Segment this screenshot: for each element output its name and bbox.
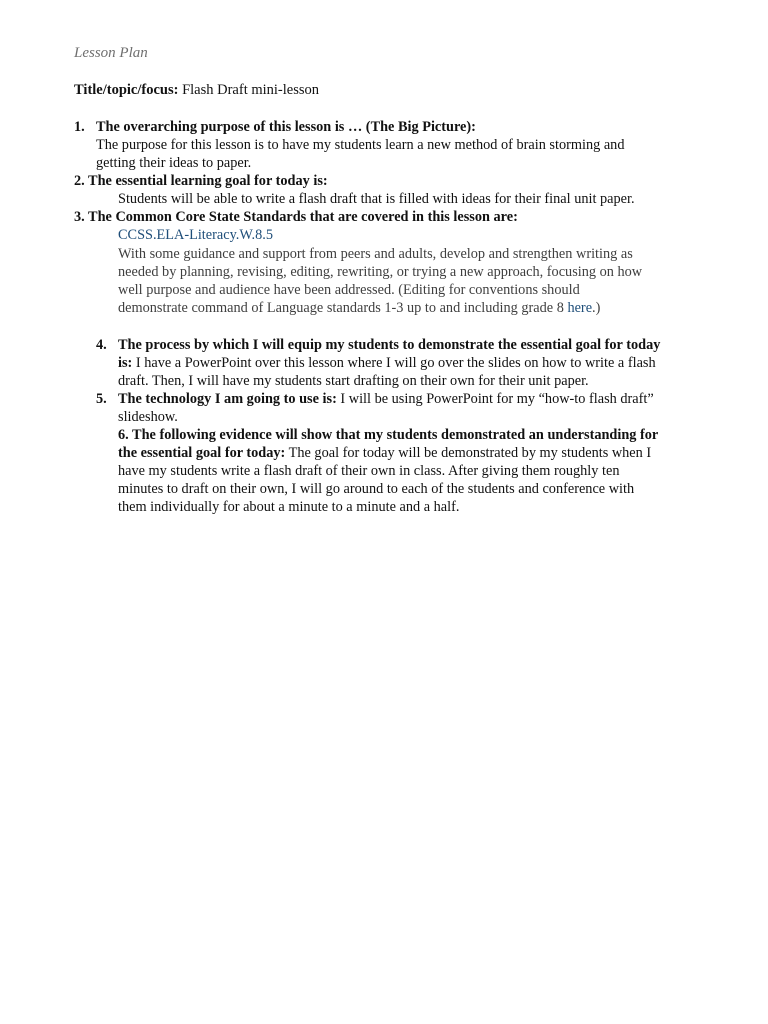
title-line: [74, 82, 319, 99]
item5-body-line1: I will be using PowerPoint for my “how-to flash draft”: [336, 391, 654, 407]
item6-body-line2: The goal for today will be demonstrated by my students when I: [285, 445, 652, 461]
item3-last-line-prefix: demonstrate command of Language standards 1-3 up to and including grade 8: [118, 300, 568, 316]
title-label: Title/topic/focus:: [74, 82, 179, 98]
item5-line1: [118, 390, 654, 408]
item6-body-line: them individually for about a minute to a minute and a half.: [118, 499, 460, 515]
item3-body-line: needed by planning, revising, editing, rewriting, or trying a new approach, focusing on how: [118, 264, 643, 280]
item4-number: 4.: [96, 337, 107, 353]
item2-body-line: Students will be able to write a flash draft that is filled with ideas for their final unit paper.: [118, 191, 635, 207]
item3-last-line-suffix: .): [592, 300, 601, 316]
item3-heading: 3. The Common Core State Standards that are covered in this lesson are:: [74, 209, 518, 225]
item4-body-line2: I have a PowerPoint over this lesson where I will go over the slides on how to write a flash: [132, 355, 656, 371]
item1-heading: The overarching purpose of this lesson is … (The Big Picture):: [96, 119, 476, 135]
item6-body-line: have my students write a flash draft of their own in class. After giving them roughly ten: [118, 463, 620, 479]
item6-body-line: minutes to draft on their own, I will go around to each of the students and conference with: [118, 481, 635, 497]
item6-heading-line2: the essential goal for today:: [118, 445, 286, 461]
item3-last-line: [118, 299, 600, 317]
item4-heading-line1: The process by which I will equip my students to demonstrate the essential goal for today: [118, 337, 661, 353]
item3-body-line: With some guidance and support from peers and adults, develop and strengthen writing as: [118, 246, 633, 262]
item5-body-line2: slideshow.: [118, 409, 178, 425]
item1-number: 1.: [74, 119, 85, 135]
here-link[interactable]: here: [567, 300, 593, 316]
standard-link[interactable]: CCSS.ELA-Literacy.W.8.5: [118, 227, 273, 243]
item1-body-line: The purpose for this lesson is to have my students learn a new method of brain storming and: [96, 137, 625, 153]
item5-heading: The technology I am going to use is:: [118, 391, 337, 407]
title-value: Flash Draft mini-lesson: [178, 82, 320, 98]
item6-heading-line1: 6. The following evidence will show that my students demonstrated an understanding for: [118, 427, 659, 443]
item2-heading: 2. The essential learning goal for today is:: [74, 173, 328, 189]
item1-body-line: getting their ideas to paper.: [96, 155, 252, 171]
item3-body-line: well purpose and audience have been addressed. (Editing for conventions should: [118, 282, 580, 298]
item4-line2: [118, 354, 656, 372]
document-header: Lesson Plan: [74, 45, 148, 61]
item6-line2: [118, 444, 651, 462]
item4-heading-line2: is:: [118, 355, 133, 371]
item4-body-line3: draft. Then, I will have my students start drafting on their own for their unit paper.: [118, 373, 589, 389]
item5-number: 5.: [96, 391, 107, 407]
